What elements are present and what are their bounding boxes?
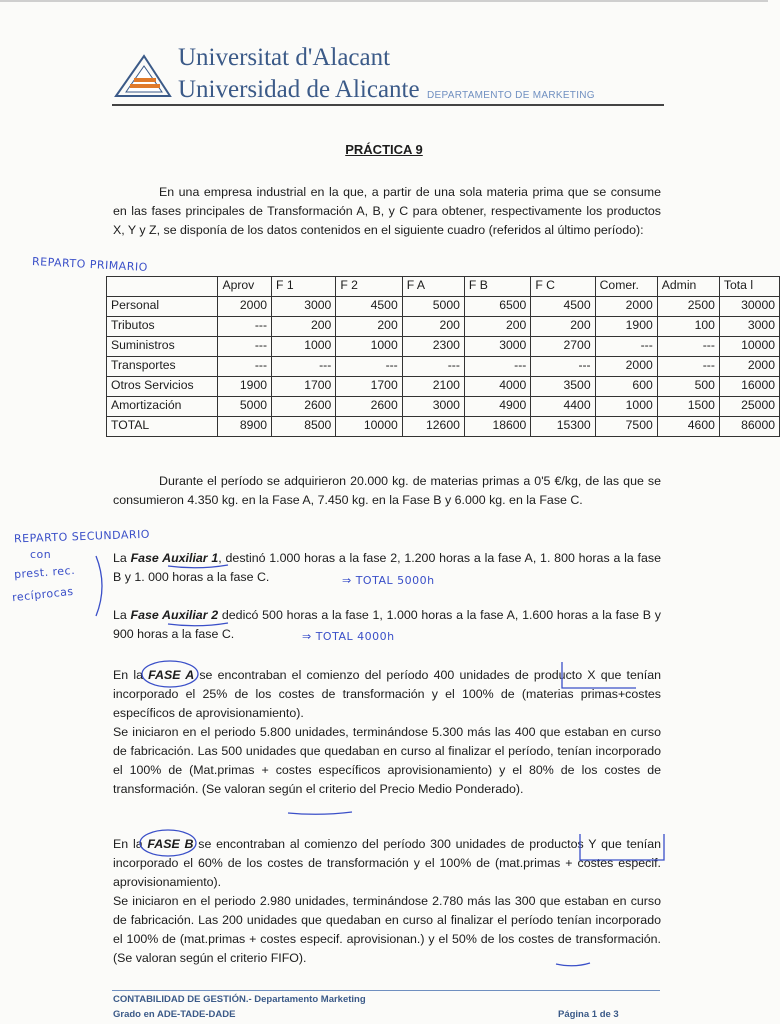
table-header-cell: F 1 (272, 277, 336, 297)
table-cell: 10000 (719, 337, 779, 357)
table-cell: --- (402, 357, 464, 377)
fase-b-label: FASE B (147, 837, 194, 851)
table-cell: 25000 (719, 397, 779, 417)
table-header-cell: F B (464, 277, 530, 297)
table-cell: --- (336, 357, 402, 377)
table-cell: --- (464, 357, 530, 377)
table-row-label: Personal (107, 297, 218, 317)
table-header-cell: Tota l (719, 277, 779, 297)
aux1-label: Fase Auxiliar 1 (130, 551, 219, 565)
footer-degree: Grado en ADE-TADE-DADE (113, 1009, 236, 1020)
table-cell: 2000 (595, 297, 657, 317)
table-cell: 200 (336, 317, 402, 337)
table-cell: --- (218, 357, 272, 377)
handwritten-reparto-primario: REPARTO PRIMARIO (31, 254, 149, 275)
table-cell: 200 (402, 317, 464, 337)
table-cell: 4600 (657, 417, 719, 437)
cost-table (106, 276, 780, 437)
table-cell: 3000 (464, 337, 530, 357)
table-cell: 3000 (272, 297, 336, 317)
university-name-spanish: Universidad de Alicante (178, 76, 420, 103)
table-header-cell: F 2 (336, 277, 402, 297)
table-cell: 1000 (336, 337, 402, 357)
table-cell: 500 (657, 377, 719, 397)
table-cell: 16000 (719, 377, 779, 397)
handwritten-total-2: ⇒ TOTAL 4000h (302, 630, 395, 643)
table-cell: 2300 (402, 337, 464, 357)
table-cell: 3500 (531, 377, 595, 397)
table-cell: 4500 (336, 297, 402, 317)
table-cell: 86000 (719, 417, 779, 437)
table-header-row (107, 277, 780, 297)
table-cell: 2600 (272, 397, 336, 417)
table-cell: 4400 (531, 397, 595, 417)
table-cell: 30000 (719, 297, 779, 317)
aux1-paragraph: La Fase Auxiliar 1, destinó 1.000 horas a la fase 2, 1.200 horas a la fase A, 1. 800 horas a la fase B y 1. 000 horas a la fase C. (113, 551, 661, 584)
table-header-cell (107, 277, 218, 297)
materias-paragraph: Durante el período se adquirieron 20.000 kg. de materias primas a 0'5 €/kg, de las que se consumieron 4.350 kg. en la Fase A, 7.450 kg. en la Fase B y 6.000 kg. en la Fase C. (113, 474, 661, 507)
table-cell: 4900 (464, 397, 530, 417)
table-cell: 1700 (336, 377, 402, 397)
table-cell: 1000 (595, 397, 657, 417)
table-cell: --- (218, 317, 272, 337)
table-cell: 3000 (402, 397, 464, 417)
table-cell: 5000 (402, 297, 464, 317)
table-cell: 4500 (531, 297, 595, 317)
table-cell: 10000 (336, 417, 402, 437)
table-row-label: Transportes (107, 357, 218, 377)
table-cell: 1900 (218, 377, 272, 397)
table-header-cell: Comer. (595, 277, 657, 297)
aux2-label: Fase Auxiliar 2 (130, 608, 219, 622)
footer-divider (112, 990, 660, 991)
table-cell: 2100 (402, 377, 464, 397)
table-cell: 200 (272, 317, 336, 337)
table-row (107, 337, 780, 357)
table-row (107, 417, 780, 437)
intro-paragraph: En una empresa industrial en la que, a partir de una sola materia prima que se consume en las fases principales de Transformación A, B, y C para obtener, respectivamente los productos X, Y y Z, se disponía de los datos contenidos en el siguiente cuadro (referidos al último período): (113, 185, 661, 237)
footer-page-number: Página 1 de 3 (558, 1009, 619, 1020)
header-divider (112, 104, 664, 106)
table-row-label: Tributos (107, 317, 218, 337)
table-cell: 2600 (336, 397, 402, 417)
fase-b-paragraph: En la FASE B se encontraban al comienzo del período 300 unidades de productos Y que tenían incorporado el 60% de los costes de transformación y el 100% de (mat.primas + costes especif. aprovisionamiento). Se iniciaron en el periodo 2.980 unidades, terminándose 2.780 más las 300 que estaban en curso de fabricación. Las 200 unidades que quedaban en curso al finalizar el período tenían incorporado el 100% de (mat.primas + costes especif. aprovisionan.) y el 50% de los costes de transformación. (Se valoran según el criterio FIFO). (113, 837, 661, 965)
table-cell: 2000 (595, 357, 657, 377)
page-title: PRÁCTICA 9 (345, 142, 423, 157)
table-cell: 1700 (272, 377, 336, 397)
table-cell: --- (657, 337, 719, 357)
handwritten-prestaciones: prest. rec. (13, 563, 76, 582)
table-cell: 18600 (464, 417, 530, 437)
table-cell: 1000 (272, 337, 336, 357)
table-cell: 100 (657, 317, 719, 337)
table-cell: --- (218, 337, 272, 357)
table-header-cell: Aprov (218, 277, 272, 297)
table-cell: 4000 (464, 377, 530, 397)
table-row-label: Suministros (107, 337, 218, 357)
fase-a-label: FASE A (148, 668, 195, 682)
handwritten-reciprocas: recíprocas (11, 584, 75, 605)
table-row (107, 397, 780, 417)
table-cell: --- (272, 357, 336, 377)
table-cell: 15300 (531, 417, 595, 437)
table-cell: 2700 (531, 337, 595, 357)
table-cell: 200 (464, 317, 530, 337)
scan-top-edge (0, 0, 768, 2)
university-name-valencian: Universitat d'Alacant (178, 44, 391, 71)
table-cell: 6500 (464, 297, 530, 317)
table-cell: --- (657, 357, 719, 377)
table-cell: 2000 (218, 297, 272, 317)
handwritten-reparto-secundario: REPARTO SECUNDARIO (13, 527, 151, 546)
table-row-label: Otros Servicios (107, 377, 218, 397)
table-header-cell: Admin (657, 277, 719, 297)
table-row (107, 357, 780, 377)
aux2-paragraph: La Fase Auxiliar 2 dedicó 500 horas a la fase 1, 1.000 horas a la fase A, 1.600 horas a la fase B y 900 horas a la fase C. (113, 608, 661, 641)
table-cell: 5000 (218, 397, 272, 417)
table-cell: 600 (595, 377, 657, 397)
table-cell: --- (531, 357, 595, 377)
fase-a-paragraph: En la FASE A se encontraban el comienzo del período 400 unidades de producto X que tenían incorporado el 25% de los costes de transformación y el 100% de (materias primas+costes específicos de aprovisionamiento). Se iniciaron en el periodo 5.800 unidades, terminándose 5.300 más las 400 que estaban en curso de fabricación. Las 500 unidades que quedaban en curso al finalizar el período, tenían incorporado el 100% de (Mat.primas + costes específicos aprovisionamiento) y el 80% de los costes de transformación. (Se valoran según el criterio del Precio Medio Ponderado). (113, 668, 662, 796)
table-header-cell: F A (402, 277, 464, 297)
table-cell: 8900 (218, 417, 272, 437)
table-row-label: Amortización (107, 397, 218, 417)
table-row (107, 297, 780, 317)
table-cell: 7500 (595, 417, 657, 437)
table-cell: 12600 (402, 417, 464, 437)
table-cell: --- (595, 337, 657, 357)
table-cell: 1500 (657, 397, 719, 417)
table-cell: 3000 (719, 317, 779, 337)
footer-course: CONTABILIDAD DE GESTIÓN.- Departamento Marketing (113, 994, 366, 1005)
university-logo-icon (114, 52, 172, 100)
table-cell: 2500 (657, 297, 719, 317)
table-row-label: TOTAL (107, 417, 218, 437)
table-cell: 1900 (595, 317, 657, 337)
table-cell: 8500 (272, 417, 336, 437)
handwritten-con: con (30, 548, 52, 561)
table-row (107, 377, 780, 397)
department-label: DEPARTAMENTO DE MARKETING (427, 90, 595, 101)
table-header-cell: F C (531, 277, 595, 297)
handwritten-total-1: ⇒ TOTAL 5000h (342, 574, 435, 587)
table-cell: 200 (531, 317, 595, 337)
table-row (107, 317, 780, 337)
table-cell: 2000 (719, 357, 779, 377)
